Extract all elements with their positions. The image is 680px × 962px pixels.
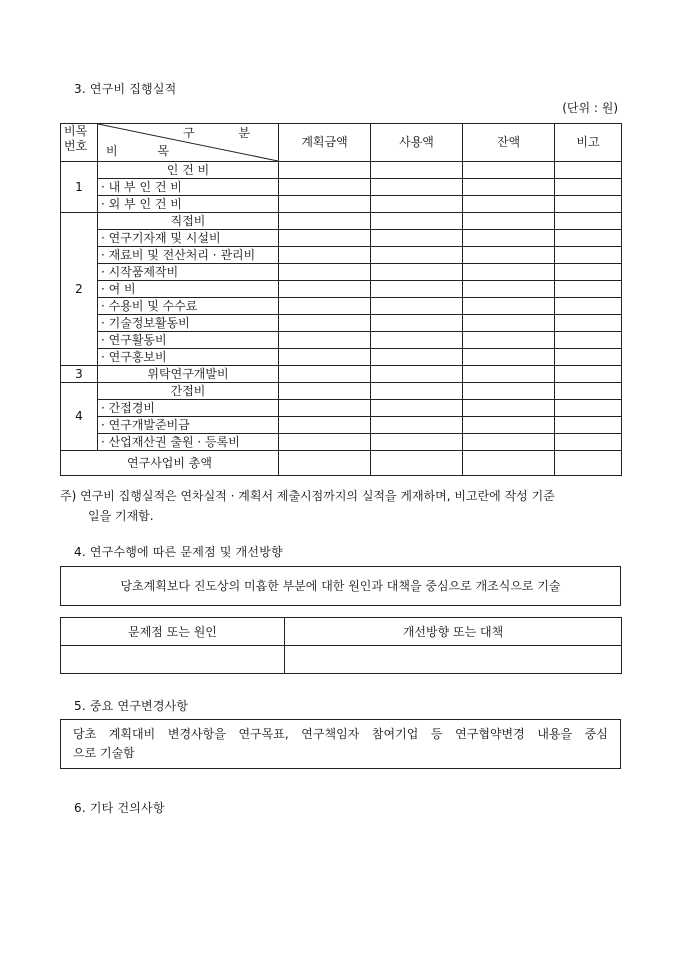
issues-header-row [61,618,622,646]
note-cell[interactable] [555,230,622,247]
used-cell[interactable] [371,247,463,264]
table-row [61,349,622,366]
used-cell[interactable] [371,349,463,366]
plan-cell[interactable] [279,451,371,476]
plan-cell[interactable] [279,179,371,196]
header-diagonal-cell [98,124,279,162]
used-cell[interactable] [371,281,463,298]
total-label: 연구사업비 총액 [61,451,279,476]
plan-cell[interactable] [279,366,371,383]
header-item-label: 비 목 [106,144,187,158]
note-cell[interactable] [555,298,622,315]
plan-cell[interactable] [279,383,371,400]
plan-cell[interactable] [279,315,371,332]
note-cell[interactable] [555,400,622,417]
item-label: · 연구기자재 및 시설비 [98,230,279,247]
budget-header-row [61,124,622,162]
used-cell[interactable] [371,213,463,230]
used-cell[interactable] [371,451,463,476]
item-label: · 기술정보활동비 [98,315,279,332]
plan-cell[interactable] [279,264,371,281]
used-cell[interactable] [371,434,463,451]
plan-cell[interactable] [279,400,371,417]
table-row [61,366,622,383]
section4-title: 4. 연구수행에 따른 문제점 및 개선방향 [74,545,283,559]
used-cell[interactable] [371,179,463,196]
item-label: · 외 부 인 건 비 [98,196,279,213]
section3-title: 3. 연구비 집행실적 [74,82,177,96]
unit-label: (단위 : 원) [562,101,618,115]
used-cell[interactable] [371,332,463,349]
item-label: · 시작품제작비 [98,264,279,281]
balance-cell[interactable] [463,366,555,383]
plan-cell[interactable] [279,196,371,213]
note-cell[interactable] [555,451,622,476]
footnote-line1: 주) 연구비 집행실적은 연차실적 · 계획서 제출시점까지의 실적을 게재하며, 비고란에 작성 기준 [60,489,555,503]
item-label: · 연구활동비 [98,332,279,349]
item-label: 간접비 [98,383,279,400]
balance-cell[interactable] [463,298,555,315]
issues-table [60,617,622,674]
balance-cell[interactable] [463,383,555,400]
balance-cell[interactable] [463,162,555,179]
issues-input-row [61,646,622,674]
header-balance: 잔액 [463,124,555,162]
plan-cell[interactable] [279,281,371,298]
table-row [61,264,622,281]
balance-cell[interactable] [463,281,555,298]
used-cell[interactable] [371,383,463,400]
budget-table [60,123,622,476]
balance-cell[interactable] [463,179,555,196]
balance-cell[interactable] [463,417,555,434]
note-cell[interactable] [555,332,622,349]
item-label: · 연구개발준비금 [98,417,279,434]
note-cell[interactable] [555,434,622,451]
improve-cell[interactable] [285,646,622,674]
section5-guide-box [60,719,621,769]
table-row [61,400,622,417]
balance-cell[interactable] [463,332,555,349]
note-cell[interactable] [555,264,622,281]
balance-cell[interactable] [463,451,555,476]
table-row [61,162,622,179]
used-cell[interactable] [371,264,463,281]
table-row [61,247,622,264]
table-row [61,315,622,332]
table-row [61,383,622,400]
item-label: · 간접경비 [98,400,279,417]
table-row [61,332,622,349]
table-row [61,230,622,247]
footnote-line2: 일을 기재함. [88,509,154,523]
item-label: · 수용비 및 수수료 [98,298,279,315]
header-plan: 계획금액 [279,124,371,162]
used-cell[interactable] [371,417,463,434]
note-cell[interactable] [555,349,622,366]
used-cell[interactable] [371,298,463,315]
header-category-label: 구 분 [183,126,270,140]
item-label: · 재료비 및 전산처리 · 관리비 [98,247,279,264]
section4-guide-box [60,566,621,606]
note-cell[interactable] [555,315,622,332]
plan-cell[interactable] [279,349,371,366]
note-cell[interactable] [555,417,622,434]
section6-title: 6. 기타 건의사항 [74,801,165,815]
item-label: · 여 비 [98,281,279,298]
category-number: 2 [61,213,98,366]
note-cell[interactable] [555,196,622,213]
balance-cell[interactable] [463,213,555,230]
plan-cell[interactable] [279,332,371,349]
table-row [61,434,622,451]
note-cell[interactable] [555,281,622,298]
balance-cell[interactable] [463,400,555,417]
header-num-line1: 비목 [64,124,88,138]
header-note: 비고 [555,124,622,162]
plan-cell[interactable] [279,162,371,179]
note-cell[interactable] [555,383,622,400]
category-number: 1 [61,162,98,213]
table-row [61,298,622,315]
used-cell[interactable] [371,315,463,332]
balance-cell[interactable] [463,349,555,366]
note-cell[interactable] [555,162,622,179]
table-row [61,417,622,434]
note-cell[interactable] [555,366,622,383]
item-label: · 산업재산권 출원 · 등록비 [98,434,279,451]
category-number: 3 [61,366,98,383]
section5-title: 5. 중요 연구변경사항 [74,699,189,713]
plan-cell[interactable] [279,230,371,247]
table-row [61,213,622,230]
balance-cell[interactable] [463,230,555,247]
note-cell[interactable] [555,179,622,196]
used-cell[interactable] [371,196,463,213]
note-cell[interactable] [555,213,622,230]
plan-cell[interactable] [279,434,371,451]
used-cell[interactable] [371,162,463,179]
item-label: 직접비 [98,213,279,230]
note-cell[interactable] [555,247,622,264]
table-row [61,281,622,298]
budget-footnote [60,486,625,526]
section5-guide-line1: 당초 계획대비 변경사항을 연구목표, 연구책임자 참여기업 등 연구협약변경 내용을 중심 [73,727,608,741]
plan-cell[interactable] [279,417,371,434]
item-label: · 연구홍보비 [98,349,279,366]
section4-guide-text: 당초계획보다 진도상의 미흡한 부분에 대한 원인과 대책을 중심으로 개조식으로 기술 [120,579,561,593]
balance-cell[interactable] [463,315,555,332]
plan-cell[interactable] [279,213,371,230]
item-label: 위탁연구개발비 [98,366,279,383]
header-used: 사용액 [371,124,463,162]
balance-cell[interactable] [463,196,555,213]
header-num-line2: 번호 [64,139,88,153]
header-num-cell [61,124,98,162]
balance-cell[interactable] [463,434,555,451]
item-label: 인 건 비 [98,162,279,179]
used-cell[interactable] [371,230,463,247]
balance-cell[interactable] [463,247,555,264]
category-number: 4 [61,383,98,451]
header-problem: 문제점 또는 원인 [61,618,285,646]
total-row [61,451,622,476]
used-cell[interactable] [371,366,463,383]
header-improve: 개선방향 또는 대책 [285,618,622,646]
plan-cell[interactable] [279,247,371,264]
table-row [61,196,622,213]
table-row [61,179,622,196]
balance-cell[interactable] [463,264,555,281]
section5-guide-line2: 으로 기술함 [73,746,135,760]
plan-cell[interactable] [279,298,371,315]
problem-cell[interactable] [61,646,285,674]
used-cell[interactable] [371,400,463,417]
item-label: · 내 부 인 건 비 [98,179,279,196]
